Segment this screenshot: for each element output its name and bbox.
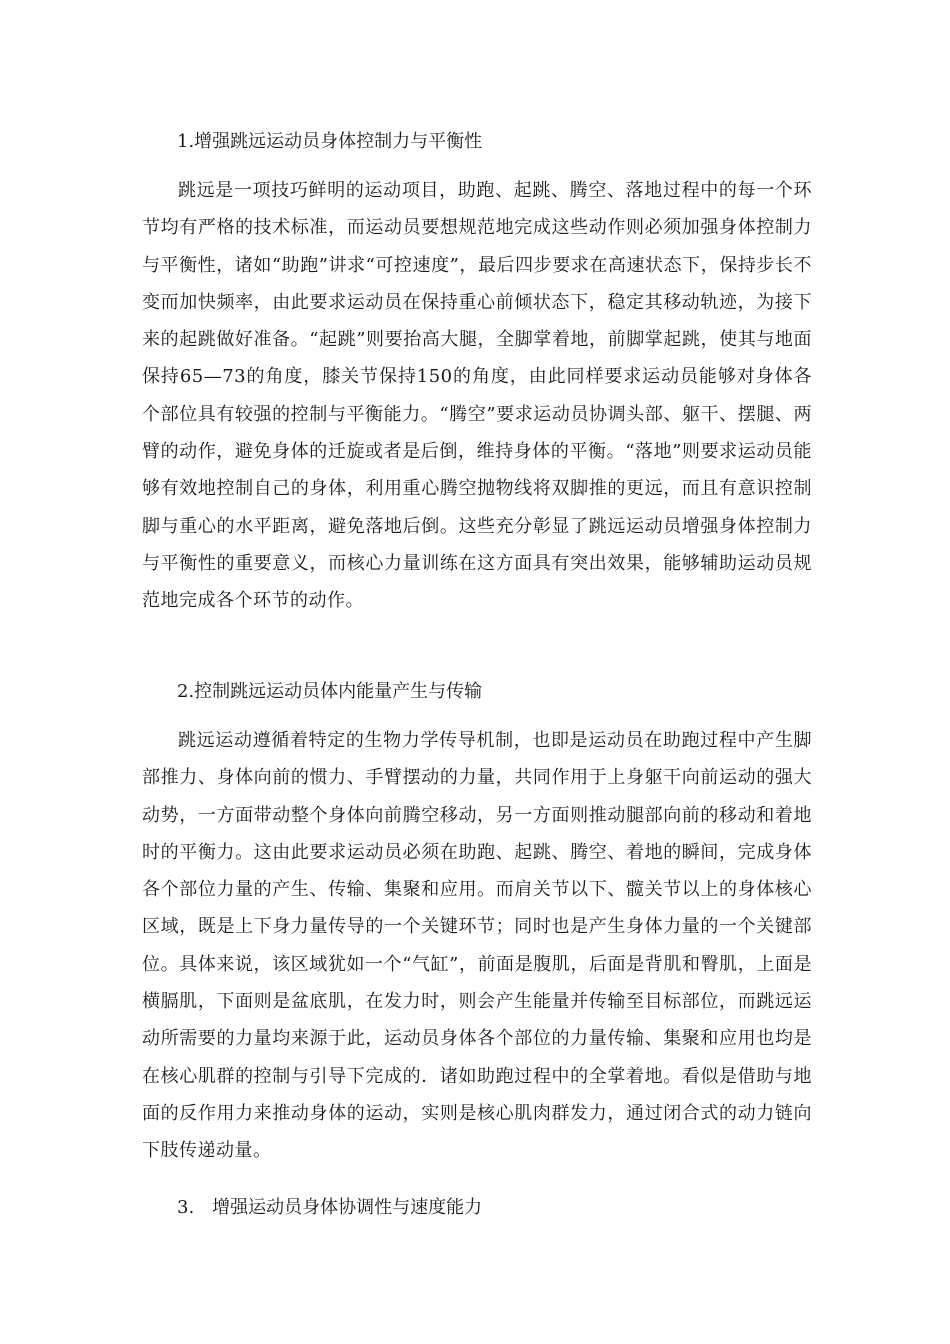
section-heading-3: 3. 增强运动员身体协调性与速度能力 [177,1197,483,1218]
section-heading-1: 1.增强跳远运动员身体控制力与平衡性 [177,131,483,152]
section-paragraph-2: 跳远运动遵循着特定的生物力学传导机制，也即是运动员在助跑过程中产生脚部推力、身体向前的惯力、手臂摆动的力量，共同作用于上身躯干向前运动的强大动势，一方面带动整个身体向前腾空移动，另一方面则推动腿部向前的移动和着地时的平衡力。这由此要求运动员必须在助跑、起跳、腾空、着地的瞬间，完成身体各个部位力量的产生、传输、集聚和应用。而肩关节以下、髋关节以上的身体核心区域，既是上下身力量传导的一个关键环节；同时也是产生身体力量的一个关键部位。具体来说，该区域犹如一个“气缸”，前面是腹肌，后面是背肌和臀肌，上面是横膈肌，下面则是盆底肌，在发力时，则会产生能量并传输至目标部位，而跳远运动所需要的力量均来源于此，运动员身体各个部位的力量传输、集聚和应用也均是在核心肌群的控制与引导下完成的．诸如助跑过程中的全掌着地。看似是借助与地面的反作用力来推动身体的运动，实则是核心肌肉群发力，通过闭合式的动力链向下肢传递动量。 [142,730,812,1162]
section-heading-2: 2.控制跳远运动员体内能量产生与传输 [177,681,483,702]
section-paragraph-1: 跳远是一项技巧鲜明的运动项目，助跑、起跳、腾空、落地过程中的每一个环节均有严格的技术标准，而运动员要想规范地完成这些动作则必须加强身体控制力与平衡性，诸如“助跑”讲求“可控速度”，最后四步要求在高速状态下，保持步长不变而加快频率，由此要求运动员在保持重心前倾状态下，稳定其移动轨迹，为接下来的起跳做好准备。“起跳”则要抬高大腿，全脚掌着地，前脚掌起跳，使其与地面保持65—73的角度，膝关节保持150的角度，由此同样要求运动员能够对身体各个部位具有较强的控制与平衡能力。“腾空”要求运动员协调头部、躯干、摆腿、两臂的动作，避免身体的迁旋或者是后倒，维持身体的平衡。“落地”则要求运动员能够有效地控制自己的身体，利用重心腾空抛物线将双脚推的更远，而且有意识控制脚与重心的水平距离，避免落地后倒。这些充分彰显了跳远运动员增强身体控制力与平衡性的重要意义，而核心力量训练在这方面具有突出效果，能够辅助运动员规范地完成各个环节的动作。 [142,180,812,612]
